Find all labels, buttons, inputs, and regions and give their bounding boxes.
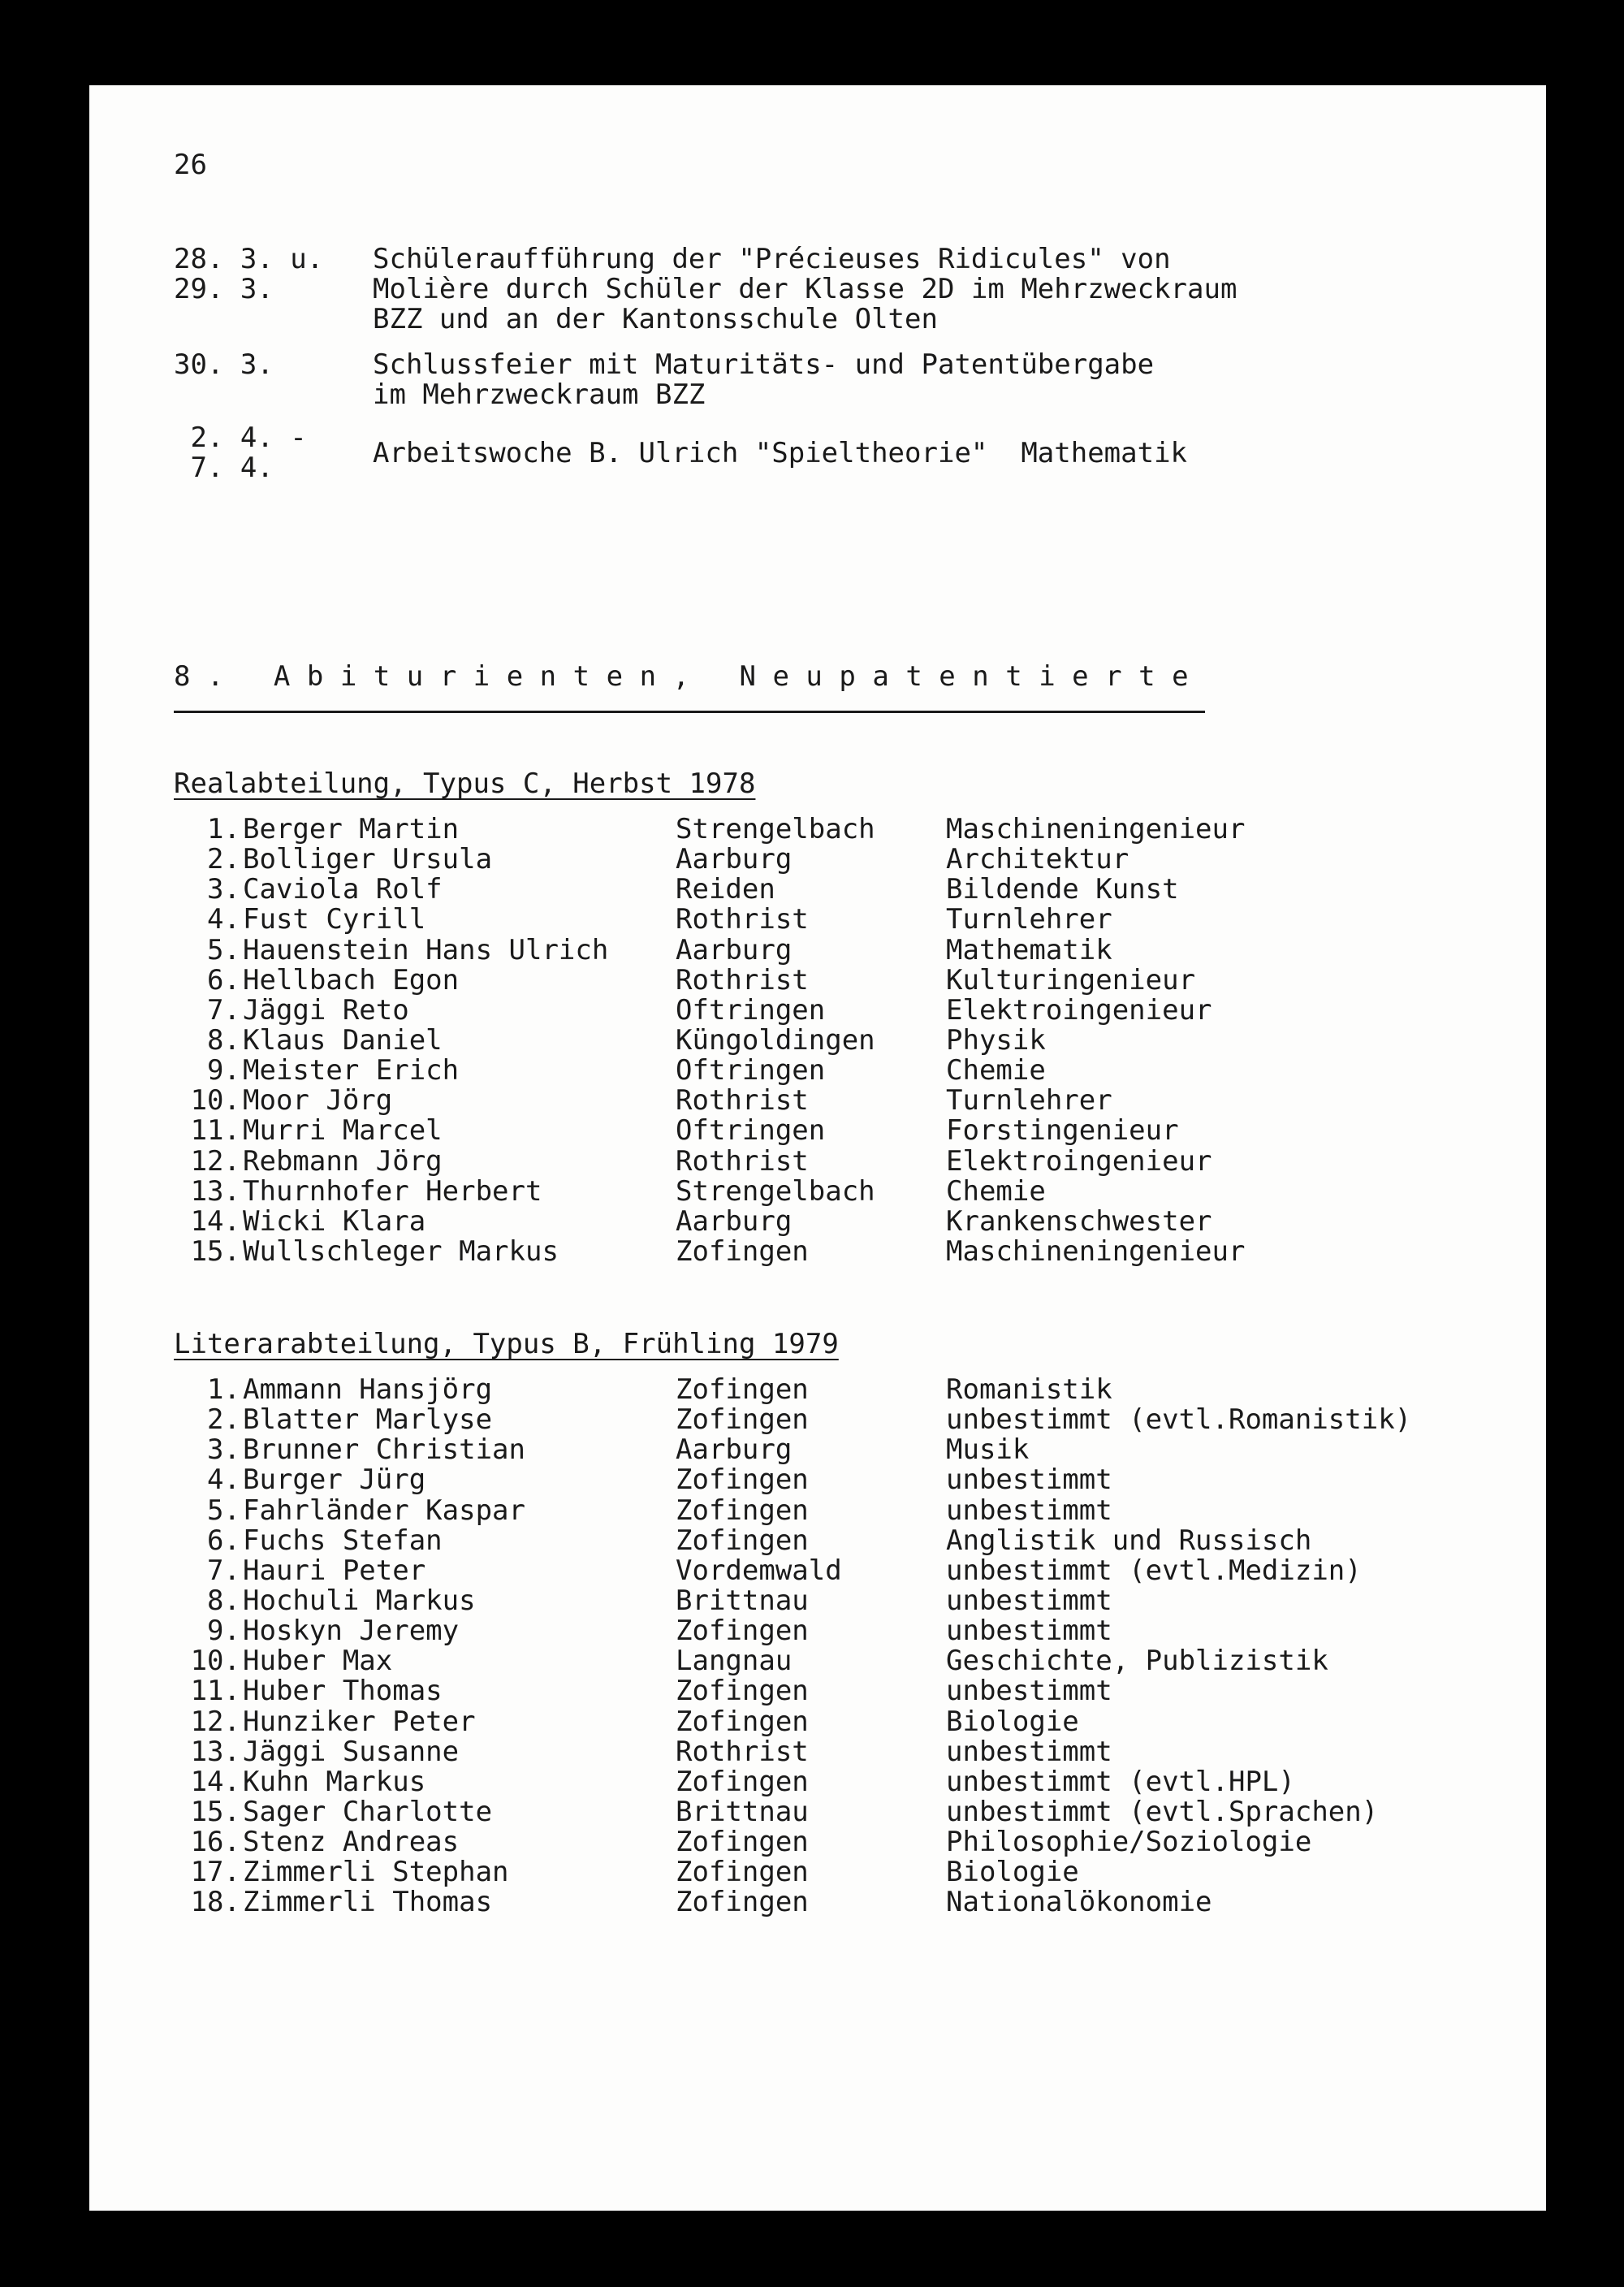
entry-number: 10. [190,1645,240,1678]
entry-name: Wicki Klara [243,1204,426,1238]
entry-place: Rothrist [676,1144,809,1178]
entry-place: Aarburg [676,843,793,876]
entry-name: Thurnhofer Herbert [243,1174,542,1208]
entry-name: Jäggi Reto [243,993,409,1027]
entry-number: 8. [207,1584,240,1617]
entry-name: Brunner Christian [243,1433,525,1467]
entry-number: 12. [190,1144,240,1178]
entry-subject: Biologie [946,1705,1079,1738]
entry-place: Rothrist [676,1735,809,1768]
entry-subject: Turnlehrer [946,1084,1112,1118]
entry-name: Blatter Marlyse [243,1403,493,1437]
entry-subject: Musik [946,1433,1030,1467]
entry-subject: Elektroingenieur [946,993,1212,1027]
entry-place: Rothrist [676,963,809,997]
entry-subject: Bildende Kunst [946,873,1179,906]
entry-subject: unbestimmt (evtl.Medizin) [946,1554,1362,1587]
entry-name: Wullschleger Markus [243,1234,559,1268]
entry-name: Hochuli Markus [243,1584,476,1617]
event-date: 7. 4. [174,452,274,484]
event-description: BZZ und an der Kantonsschule Olten [373,303,938,335]
entry-place: Zofingen [676,1765,809,1798]
entry-number: 9. [207,1615,240,1648]
entry-number: 3. [207,1433,240,1467]
entry-place: Oftringen [676,993,826,1027]
entry-place: Oftringen [676,1114,826,1148]
entry-name: Fust Cyrill [243,903,426,936]
entry-subject: Elektroingenieur [946,1144,1212,1178]
entry-name: Hauri Peter [243,1554,426,1587]
entry-place: Küngoldingen [676,1023,875,1057]
page-number: 26 [174,149,207,181]
entry-subject: Mathematik [946,933,1112,966]
entry-subject: Physik [946,1023,1046,1057]
entry-subject: unbestimmt [946,1494,1112,1527]
entry-place: Aarburg [676,1433,793,1467]
event-description: Molière durch Schüler der Klasse 2D im Mehrzweckraum [373,273,1237,305]
entry-place: Zofingen [676,1524,809,1557]
entry-place: Aarburg [676,933,793,966]
document-page [89,85,1546,2211]
event-date: 29. 3. [174,273,274,305]
entry-number: 3. [207,873,240,906]
entry-number: 15. [190,1795,240,1828]
entry-name: Ammann Hansjörg [243,1373,493,1406]
entry-number: 13. [190,1735,240,1768]
entry-number: 1. [207,813,240,845]
entry-place: Zofingen [676,1373,809,1406]
entry-subject: Philosophie/Soziologie [946,1826,1312,1859]
entry-place: Zofingen [676,1886,809,1919]
entry-name: Klaus Daniel [243,1023,443,1057]
entry-subject: Maschineningenieur [946,813,1246,845]
entry-name: Rebmann Jörg [243,1144,443,1178]
entry-number: 14. [190,1765,240,1798]
entry-place: Zofingen [676,1856,809,1889]
entry-name: Zimmerli Stephan [243,1856,509,1889]
entry-place: Aarburg [676,1204,793,1238]
group-heading-literar: Literarabteilung, Typus B, Frühling 1979 [174,1328,839,1360]
entry-subject: Chemie [946,1174,1046,1208]
event-date: 30. 3. [174,348,274,381]
entry-number: 4. [207,1463,240,1497]
entry-place: Zofingen [676,1463,809,1497]
entry-number: 11. [190,1114,240,1148]
entry-place: Zofingen [676,1826,809,1859]
entry-name: Burger Jürg [243,1463,426,1497]
entry-place: Strengelbach [676,813,875,845]
entry-number: 1. [207,1373,240,1406]
entry-number: 13. [190,1174,240,1208]
entry-subject: Krankenschwester [946,1204,1212,1238]
section-heading: 8. Abiturienten, Neupatentierte [174,660,1206,693]
entry-place: Zofingen [676,1234,809,1268]
entry-place: Zofingen [676,1494,809,1527]
entry-number: 15. [190,1234,240,1268]
entry-name: Hunziker Peter [243,1705,476,1738]
heading-rule [174,711,1205,713]
entry-number: 7. [207,1554,240,1587]
entry-place: Zofingen [676,1705,809,1738]
entry-name: Fahrländer Kaspar [243,1494,525,1527]
entry-name: Meister Erich [243,1054,460,1087]
entry-number: 2. [207,1403,240,1437]
entry-number: 8. [207,1023,240,1057]
entry-subject: unbestimmt (evtl.Romanistik) [946,1403,1412,1437]
entry-number: 5. [207,933,240,966]
entry-number: 2. [207,843,240,876]
entry-place: Brittnau [676,1584,809,1617]
group-heading-real: Realabteilung, Typus C, Herbst 1978 [174,767,756,800]
event-description: Schlussfeier mit Maturitäts- und Patentübergabe [373,348,1155,381]
entry-name: Jäggi Susanne [243,1735,460,1768]
entry-subject: Romanistik [946,1373,1112,1406]
entry-name: Hauenstein Hans Ulrich [243,933,609,966]
entry-subject: Biologie [946,1856,1079,1889]
entry-name: Hellbach Egon [243,963,460,997]
entry-subject: Geschichte, Publizistik [946,1645,1328,1678]
event-description: Schüleraufführung der "Précieuses Ridicules" von [373,243,1171,275]
entry-place: Zofingen [676,1403,809,1437]
entry-subject: Kulturingenieur [946,963,1196,997]
entry-subject: unbestimmt [946,1675,1112,1708]
entry-subject: Nationalökonomie [946,1886,1212,1919]
entry-place: Strengelbach [676,1174,875,1208]
entry-place: Rothrist [676,1084,809,1118]
entry-subject: unbestimmt [946,1615,1112,1648]
event-description: im Mehrzweckraum BZZ [373,378,706,411]
event-date: 2. 4. - [174,422,307,454]
entry-place: Zofingen [676,1675,809,1708]
entry-place: Zofingen [676,1615,809,1648]
entry-number: 6. [207,1524,240,1557]
entry-subject: Chemie [946,1054,1046,1087]
entry-name: Fuchs Stefan [243,1524,443,1557]
entry-name: Bolliger Ursula [243,843,493,876]
entry-name: Zimmerli Thomas [243,1886,493,1919]
entry-subject: unbestimmt [946,1584,1112,1617]
entry-subject: Anglistik und Russisch [946,1524,1312,1557]
entry-place: Reiden [676,873,775,906]
entry-number: 9. [207,1054,240,1087]
entry-number: 11. [190,1675,240,1708]
entry-place: Oftringen [676,1054,826,1087]
entry-number: 14. [190,1204,240,1238]
entry-name: Murri Marcel [243,1114,443,1148]
entry-number: 7. [207,993,240,1027]
entry-subject: Maschineningenieur [946,1234,1246,1268]
entry-number: 10. [190,1084,240,1118]
entry-number: 5. [207,1494,240,1527]
entry-number: 18. [190,1886,240,1919]
entry-subject: unbestimmt (evtl.HPL) [946,1765,1295,1798]
entry-name: Kuhn Markus [243,1765,426,1798]
entry-subject: unbestimmt (evtl.Sprachen) [946,1795,1379,1828]
entry-name: Huber Thomas [243,1675,443,1708]
entry-name: Huber Max [243,1645,393,1678]
entry-subject: Turnlehrer [946,903,1112,936]
entry-name: Moor Jörg [243,1084,393,1118]
entry-place: Rothrist [676,903,809,936]
entry-subject: unbestimmt [946,1463,1112,1497]
entry-name: Sager Charlotte [243,1795,493,1828]
entry-place: Langnau [676,1645,793,1678]
entry-number: 6. [207,963,240,997]
event-description: Arbeitswoche B. Ulrich "Spieltheorie" Mathematik [373,437,1188,469]
entry-subject: Forstingenieur [946,1114,1179,1148]
entry-name: Caviola Rolf [243,873,443,906]
entry-name: Berger Martin [243,813,460,845]
entry-name: Hoskyn Jeremy [243,1615,460,1648]
entry-number: 12. [190,1705,240,1738]
entry-number: 4. [207,903,240,936]
entry-number: 17. [190,1856,240,1889]
entry-place: Vordemwald [676,1554,842,1587]
entry-subject: Architektur [946,843,1129,876]
entry-place: Brittnau [676,1795,809,1828]
entry-number: 16. [190,1826,240,1859]
entry-subject: unbestimmt [946,1735,1112,1768]
event-date: 28. 3. u. [174,243,324,275]
entry-name: Stenz Andreas [243,1826,460,1859]
